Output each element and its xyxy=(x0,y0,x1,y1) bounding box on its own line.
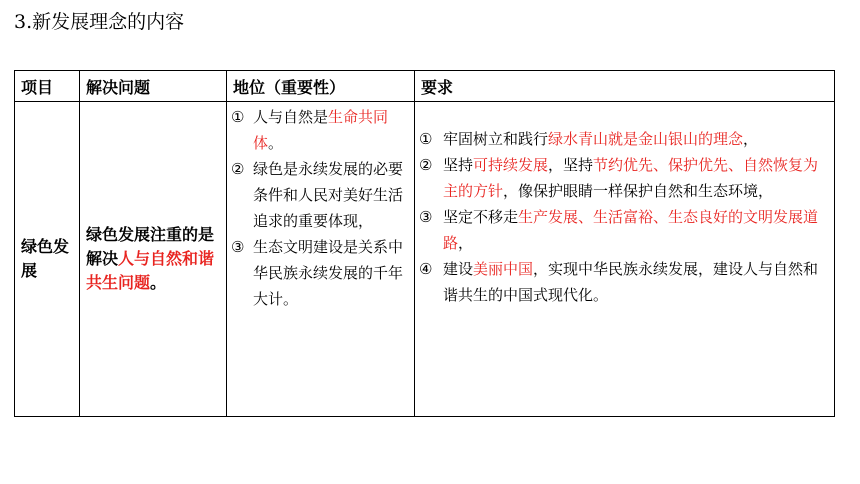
problem-suffix: 。 xyxy=(150,273,167,292)
requirement-highlight: 节约优先、保护优先、自然恢复为主的方针 xyxy=(443,156,819,200)
requirement-number: ② xyxy=(419,156,433,174)
position-item xyxy=(231,156,410,234)
page-title: 3.新发展理念的内容 xyxy=(14,11,185,33)
position-item-text xyxy=(253,234,410,312)
requirement-segment: ， xyxy=(743,130,759,148)
problem-prefix: 绿色发展注重的是解决 xyxy=(86,225,215,268)
requirement-segment: ，实现中华民族永续发展，建设人与自然和谐共生的中国式现代化。 xyxy=(443,260,819,304)
requirement-segment: 牢固树立和践行 xyxy=(443,130,549,148)
requirement-segment: ，坚持 xyxy=(548,156,594,174)
position-item-number: ② xyxy=(231,160,245,178)
table-header-row xyxy=(15,71,835,102)
requirements-list xyxy=(419,126,828,308)
requirement-segment: 建设 xyxy=(443,260,474,278)
header-item: 项目 xyxy=(15,71,80,102)
requirement-item xyxy=(419,256,828,308)
requirement-segment: 坚定不移走 xyxy=(443,208,519,226)
requirement-segment: ， xyxy=(458,234,474,252)
position-item-number: ① xyxy=(231,108,245,126)
position-item xyxy=(231,104,410,156)
requirements-cell xyxy=(415,102,835,417)
requirement-text xyxy=(443,152,828,204)
requirement-item xyxy=(419,126,828,152)
requirement-text xyxy=(443,126,828,152)
requirement-text xyxy=(443,256,828,308)
header-requirements: 要求 xyxy=(415,71,835,102)
position-cell xyxy=(227,102,415,417)
requirement-highlight: 可持续发展 xyxy=(473,156,549,174)
requirement-highlight: 绿水青山就是金山银山的理念 xyxy=(548,130,744,148)
requirement-text xyxy=(443,204,828,256)
header-position: 地位（重要性） xyxy=(227,71,415,102)
requirement-highlight: 生产发展、生活富裕、生态良好的文明发展道路 xyxy=(443,208,819,252)
requirement-segment: 坚持 xyxy=(443,156,474,174)
position-item-highlight: 生命共同体 xyxy=(253,108,389,152)
requirement-number: ④ xyxy=(419,260,433,278)
requirement-segment: ，像保护眼睛一样保护自然和生态环境， xyxy=(503,182,774,200)
header-problem: 解决问题 xyxy=(80,71,227,102)
requirement-number: ③ xyxy=(419,208,433,226)
position-item-text xyxy=(253,104,410,156)
position-item xyxy=(231,234,410,312)
requirement-number: ① xyxy=(419,130,433,148)
problem-highlight: 人与自然和谐共生问题 xyxy=(86,249,215,292)
position-item-body: 人与自然是 xyxy=(253,108,329,126)
requirement-item xyxy=(419,204,828,256)
table-row xyxy=(15,102,835,417)
requirement-item xyxy=(419,152,828,204)
item-cell: 绿色发展 xyxy=(15,102,80,417)
requirement-highlight: 美丽中国 xyxy=(473,260,534,278)
position-item-tail: 。 xyxy=(268,134,284,152)
position-item-body: 生态文明建设是关系中华民族永续发展的千年大计。 xyxy=(253,238,404,308)
position-list xyxy=(231,104,410,312)
position-item-text xyxy=(253,156,410,234)
position-item-body: 绿色是永续发展的必要条件和人民对美好生活追求的重要体现， xyxy=(253,160,404,230)
problem-cell xyxy=(80,102,227,417)
concept-table xyxy=(14,70,835,417)
position-item-number: ③ xyxy=(231,238,245,256)
